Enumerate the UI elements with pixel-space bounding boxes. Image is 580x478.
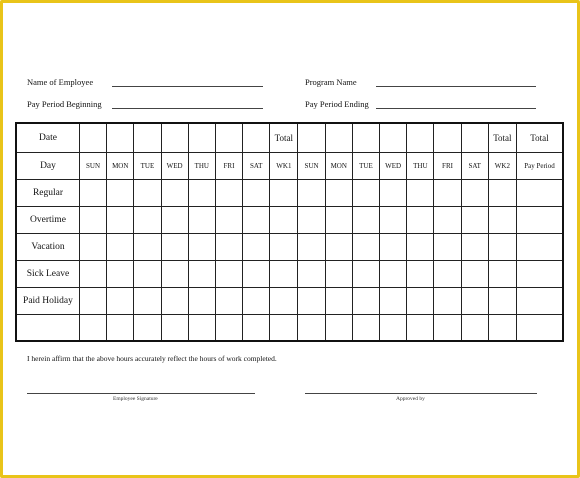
hours-cell-week2[interactable] [298,314,325,341]
hours-cell-week2[interactable] [434,233,461,260]
employee-signature-caption: Employee Signature [113,396,158,402]
date-cell-week1[interactable] [161,123,188,152]
hours-cell-week2[interactable] [407,233,434,260]
hours-cell-week2[interactable] [352,260,379,287]
hours-cell-week2[interactable] [380,287,407,314]
hours-pay-period-total[interactable] [516,206,563,233]
date-cell-week1[interactable] [134,123,161,152]
date-cell-week2[interactable] [325,123,352,152]
hours-cell-week1[interactable] [107,233,134,260]
hours-cell-week1[interactable] [243,179,270,206]
hours-pay-period-total[interactable] [516,260,563,287]
hours-cell-week1[interactable] [188,260,215,287]
hours-row-label: Overtime [16,206,79,233]
hours-pay-period-total[interactable] [516,179,563,206]
hours-cell-week2[interactable] [352,314,379,341]
hours-row [16,287,563,314]
hours-cell-week2[interactable] [434,179,461,206]
hours-cell-week2[interactable] [380,233,407,260]
hours-cell-week1[interactable] [107,206,134,233]
hours-cell-week1[interactable] [215,260,242,287]
hours-cell-week1[interactable] [215,287,242,314]
date-cell-week2[interactable] [298,123,325,152]
week2-total-label: WK2 [488,152,516,179]
pay-period-ending-field[interactable] [376,108,536,109]
hours-cell-week1[interactable] [188,314,215,341]
date-cell-week1[interactable] [243,123,270,152]
program-name-label: Program Name [305,77,357,87]
hours-week1-total[interactable] [270,260,298,287]
hours-cell-week1[interactable] [188,287,215,314]
date-cell-week2[interactable] [407,123,434,152]
hours-cell-week1[interactable] [215,233,242,260]
date-cell-week2[interactable] [352,123,379,152]
hours-cell-week1[interactable] [243,260,270,287]
hours-week2-total[interactable] [488,260,516,287]
hours-cell-week1[interactable] [79,233,106,260]
hours-cell-week1[interactable] [161,206,188,233]
hours-row [16,179,563,206]
hours-cell-week1[interactable] [188,179,215,206]
hours-cell-week2[interactable] [461,233,488,260]
date-cell-week1[interactable] [188,123,215,152]
day-name-week2: SUN [298,152,325,179]
hours-cell-week2[interactable] [298,206,325,233]
hours-cell-week2[interactable] [325,233,352,260]
hours-week2-total[interactable] [488,314,516,341]
day-name-week1: FRI [215,152,242,179]
hours-cell-week1[interactable] [161,314,188,341]
affirmation-text: I herein affirm that the above hours accurately reflect the hours of work completed. [27,354,277,363]
hours-cell-week1[interactable] [188,206,215,233]
hours-cell-week1[interactable] [215,206,242,233]
name-of-employee-label: Name of Employee [27,77,94,87]
hours-cell-week1[interactable] [107,314,134,341]
hours-row-label: Regular [16,179,79,206]
hours-week1-total[interactable] [270,206,298,233]
hours-cell-week2[interactable] [298,287,325,314]
hours-row-label: Sick Leave [16,260,79,287]
hours-cell-week2[interactable] [407,314,434,341]
hours-cell-week2[interactable] [407,206,434,233]
hours-cell-week1[interactable] [134,179,161,206]
week2-total-header: Total [488,123,516,152]
hours-cell-week1[interactable] [243,314,270,341]
hours-row [16,233,563,260]
hours-cell-week2[interactable] [325,314,352,341]
hours-cell-week2[interactable] [380,206,407,233]
hours-cell-week1[interactable] [107,260,134,287]
hours-cell-week1[interactable] [134,260,161,287]
hours-week2-total[interactable] [488,233,516,260]
hours-cell-week2[interactable] [352,206,379,233]
day-name-week1: TUE [134,152,161,179]
hours-cell-week2[interactable] [407,287,434,314]
hours-cell-week1[interactable] [134,314,161,341]
hours-pay-period-total[interactable] [516,314,563,341]
approved-by-field[interactable] [305,393,537,394]
hours-cell-week2[interactable] [461,260,488,287]
hours-cell-week2[interactable] [461,206,488,233]
hours-cell-week2[interactable] [325,287,352,314]
hours-cell-week1[interactable] [107,179,134,206]
hours-cell-week2[interactable] [461,179,488,206]
hours-cell-week2[interactable] [352,287,379,314]
hours-cell-week2[interactable] [461,287,488,314]
hours-week1-total[interactable] [270,287,298,314]
hours-cell-week1[interactable] [161,233,188,260]
hours-week1-total[interactable] [270,233,298,260]
hours-cell-week1[interactable] [107,287,134,314]
hours-cell-week2[interactable] [325,206,352,233]
program-name-field[interactable] [376,86,536,87]
hours-cell-week2[interactable] [461,314,488,341]
hours-cell-week2[interactable] [434,287,461,314]
date-cell-week1[interactable] [215,123,242,152]
hours-cell-week2[interactable] [380,179,407,206]
timesheet-table [15,122,564,342]
hours-cell-week2[interactable] [298,179,325,206]
hours-cell-week1[interactable] [79,179,106,206]
employee-signature-field[interactable] [27,393,255,394]
hours-cell-week1[interactable] [161,260,188,287]
hours-cell-week2[interactable] [325,179,352,206]
hours-cell-week1[interactable] [79,206,106,233]
date-label: Date [16,123,79,152]
day-name-week1: THU [188,152,215,179]
hours-cell-week1[interactable] [134,206,161,233]
hours-cell-week1[interactable] [79,287,106,314]
hours-cell-week2[interactable] [352,179,379,206]
hours-cell-week1[interactable] [215,314,242,341]
hours-pay-period-total[interactable] [516,233,563,260]
approved-by-caption: Approved by [396,396,425,402]
hours-cell-week2[interactable] [298,233,325,260]
hours-cell-week2[interactable] [434,260,461,287]
hours-week1-total[interactable] [270,314,298,341]
hours-row-label: Paid Holiday [16,287,79,314]
day-name-week2: MON [325,152,352,179]
pay-period-label: Pay Period [516,152,563,179]
hours-row [16,314,563,341]
hours-cell-week1[interactable] [79,314,106,341]
hours-row-label: Vacation [16,233,79,260]
day-row [16,152,563,179]
hours-cell-week2[interactable] [407,260,434,287]
date-cell-week2[interactable] [461,123,488,152]
date-cell-week1[interactable] [79,123,106,152]
day-name-week2: THU [407,152,434,179]
hours-cell-week2[interactable] [380,314,407,341]
hours-row-label [16,314,79,341]
day-label: Day [16,152,79,179]
day-name-week2: WED [380,152,407,179]
hours-cell-week1[interactable] [134,233,161,260]
hours-cell-week2[interactable] [352,233,379,260]
hours-cell-week2[interactable] [325,260,352,287]
hours-cell-week1[interactable] [215,179,242,206]
date-cell-week2[interactable] [380,123,407,152]
pay-period-ending-label: Pay Period Ending [305,99,369,109]
hours-cell-week1[interactable] [243,206,270,233]
date-cell-week2[interactable] [434,123,461,152]
pay-period-total-header: Total [516,123,563,152]
hours-row [16,206,563,233]
day-name-week2: FRI [434,152,461,179]
day-name-week2: TUE [352,152,379,179]
hours-week2-total[interactable] [488,287,516,314]
hours-cell-week2[interactable] [434,206,461,233]
day-name-week1: MON [107,152,134,179]
day-name-week1: WED [161,152,188,179]
pay-period-beginning-field[interactable] [112,108,263,109]
hours-cell-week2[interactable] [298,260,325,287]
hours-week2-total[interactable] [488,179,516,206]
hours-cell-week1[interactable] [243,287,270,314]
hours-row [16,260,563,287]
hours-cell-week2[interactable] [407,179,434,206]
hours-cell-week1[interactable] [161,287,188,314]
hours-cell-week1[interactable] [134,287,161,314]
date-cell-week1[interactable] [107,123,134,152]
hours-cell-week1[interactable] [188,233,215,260]
day-name-week1: SAT [243,152,270,179]
day-name-week2: SAT [461,152,488,179]
hours-week1-total[interactable] [270,179,298,206]
date-row [16,123,563,152]
day-name-week1: SUN [79,152,106,179]
name-of-employee-field[interactable] [112,86,263,87]
week1-total-label: WK1 [270,152,298,179]
hours-pay-period-total[interactable] [516,287,563,314]
pay-period-beginning-label: Pay Period Beginning [27,99,102,109]
hours-week2-total[interactable] [488,206,516,233]
hours-cell-week1[interactable] [243,233,270,260]
hours-cell-week2[interactable] [380,260,407,287]
week1-total-header: Total [270,123,298,152]
hours-cell-week1[interactable] [161,179,188,206]
hours-cell-week2[interactable] [434,314,461,341]
hours-cell-week1[interactable] [79,260,106,287]
